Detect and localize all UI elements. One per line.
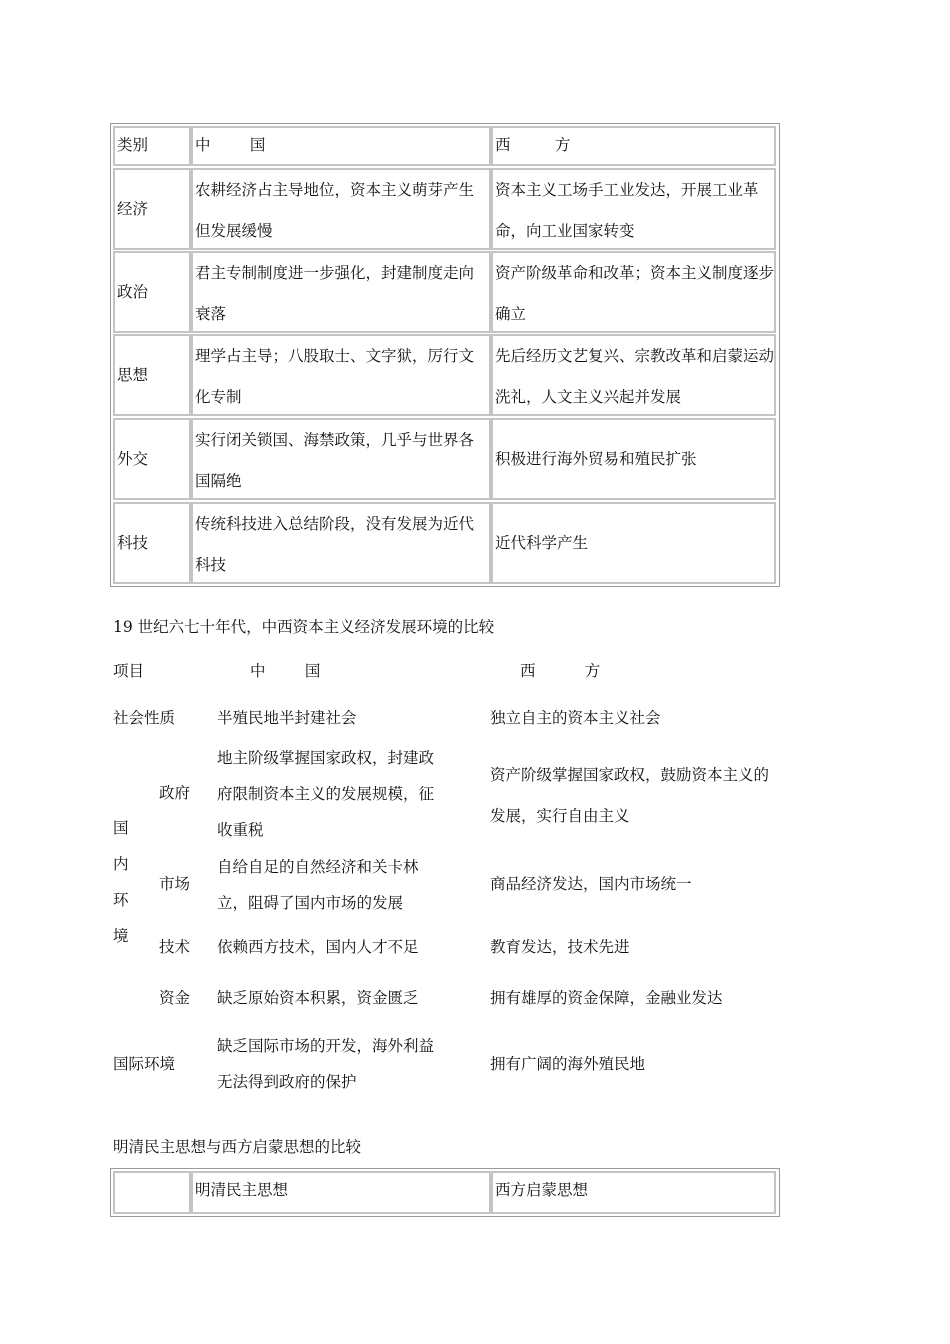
section2-title: 19 世纪六七十年代，中西资本主义经济发展环境的比较: [113, 618, 495, 636]
table1-row-category: 思想: [113, 334, 191, 416]
comparison-table-3: [110, 1168, 780, 1217]
table2-domestic-china: 缺乏原始资本积累，资金匮乏: [217, 989, 419, 1007]
table2-international-west: 拥有广阔的海外殖民地: [490, 1055, 646, 1073]
table1-row-category: 政治: [113, 251, 191, 333]
table2-social-label: 社会性质: [113, 709, 176, 727]
table3-header-ming-qing: 明清民主思想: [191, 1171, 491, 1214]
table2-domestic-china: 地主阶级掌握国家政权，封建政府限制资本主义的发展规模，征收重税: [217, 749, 435, 839]
table2-social-west: 独立自主的资本主义社会: [490, 709, 661, 727]
comparison-table-1: [110, 123, 780, 587]
table2-domestic-sublabel: 资金: [159, 989, 191, 1007]
table1-row-category: 经济: [113, 168, 191, 250]
table1-row-category: 外交: [113, 418, 191, 500]
table2-header-west: 西 方: [520, 662, 601, 680]
table1-row-west: 资本主义工场手工业发达，开展工业革命，向工业国家转变: [491, 168, 776, 250]
table2-international-label: 国际环境: [113, 1055, 176, 1073]
table2-social-china: 半殖民地半封建社会: [217, 709, 357, 727]
table1-header-west: 西 方: [491, 126, 776, 166]
table1-row-china: 君主专制制度进一步强化，封建制度走向衰落: [191, 251, 491, 333]
table2-domestic-west: 资产阶级掌握国家政权，鼓励资本主义的发展，实行自由主义: [490, 766, 770, 825]
table2-domestic-label-char: 内: [113, 855, 129, 873]
table2-domestic-china: 依赖西方技术，国内人才不足: [217, 938, 419, 956]
table2-domestic-china: 自给自足的自然经济和关卡林立，阻碍了国内市场的发展: [217, 858, 419, 912]
table1-row-west: 近代科学产生: [491, 502, 776, 584]
table2-domestic-sublabel: 技术: [159, 938, 191, 956]
table2-domestic-sublabel: 市场: [159, 875, 191, 893]
table3-header-blank: [113, 1171, 191, 1214]
table1-row-china: 理学占主导；八股取士、文字狱，厉行文化专制: [191, 334, 491, 416]
table3-header-west: 西方启蒙思想: [491, 1171, 776, 1214]
table1-row-china: 农耕经济占主导地位，资本主义萌芽产生但发展缓慢: [191, 168, 491, 250]
table2-international-china: 缺乏国际市场的开发，海外利益无法得到政府的保护: [217, 1037, 435, 1091]
table1-header-china: 中 国: [191, 126, 491, 166]
table2-header-item: 项目: [113, 662, 145, 680]
table1-row-west: 资产阶级革命和改革；资本主义制度逐步确立: [491, 251, 776, 333]
table1-header-category: 类别: [113, 126, 191, 166]
table1-row-category: 科技: [113, 502, 191, 584]
table2-domestic-label-char: 境: [113, 927, 129, 945]
table1-row-china: 传统科技进入总结阶段，没有发展为近代科技: [191, 502, 491, 584]
table1-row-west: 先后经历文艺复兴、宗教改革和启蒙运动洗礼，人文主义兴起并发展: [491, 334, 776, 416]
table2-header-china: 中 国: [250, 662, 321, 680]
table2-domestic-west: 拥有雄厚的资金保障，金融业发达: [490, 989, 723, 1007]
table1-row-west: 积极进行海外贸易和殖民扩张: [491, 418, 776, 500]
table2-domestic-sublabel: 政府: [159, 784, 191, 802]
table2-domestic-west: 商品经济发达，国内市场统一: [490, 875, 692, 893]
section3-title: 明清民主思想与西方启蒙思想的比较: [113, 1138, 362, 1156]
table2-domestic-label-char: 环: [113, 891, 129, 909]
table1-row-china: 实行闭关锁国、海禁政策，几乎与世界各国隔绝: [191, 418, 491, 500]
table2-domestic-west: 教育发达，技术先进: [490, 938, 630, 956]
table2-domestic-label-char: 国: [113, 819, 129, 837]
